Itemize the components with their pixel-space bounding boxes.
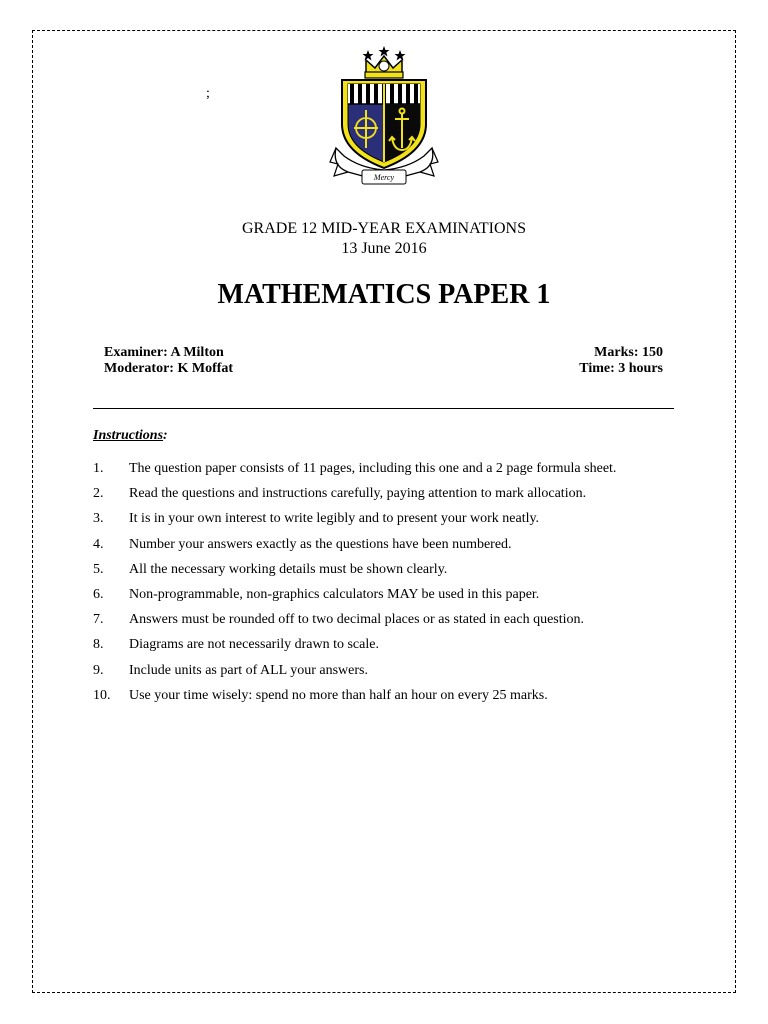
instruction-number: 8. [93, 637, 104, 653]
paper-title: MATHEMATICS PAPER 1 [217, 279, 551, 310]
instruction-number: 3. [93, 511, 104, 527]
exam-heading: GRADE 12 MID-YEAR EXAMINATIONS [242, 220, 526, 237]
time-label: Time: 3 hours [579, 361, 663, 376]
marks-label: Marks: 150 [594, 345, 663, 360]
stray-semicolon: ; [206, 86, 210, 101]
instruction-item [93, 586, 693, 611]
exam-date: 13 June 2016 [341, 240, 427, 257]
instruction-text: All the necessary working details must be shown clearly. [129, 561, 448, 577]
instruction-text: Number your answers exactly as the questions have been numbered. [129, 536, 512, 552]
instruction-text: The question paper consists of 11 pages, including this one and a 2 page formula sheet. [129, 461, 617, 476]
instruction-text: Read the questions and instructions carefully, paying attention to mark allocation. [129, 486, 587, 502]
instruction-number: 4. [93, 536, 104, 552]
instructions-heading [93, 427, 168, 445]
instruction-item [93, 611, 693, 636]
instructions-heading-text: Instructions [93, 428, 164, 443]
instruction-text: Include units as part of ALL your answers. [129, 662, 368, 678]
instruction-item [93, 460, 693, 485]
instruction-text: Non-programmable, non-graphics calculators MAY be used in this paper. [129, 586, 540, 602]
instruction-text: It is in your own interest to write legibly and to present your work neatly. [129, 511, 540, 527]
instruction-item [93, 536, 693, 561]
examiner-label: Examiner: A Milton [104, 345, 224, 360]
instruction-number: 9. [93, 662, 104, 678]
svg-text:Mercy: Mercy [373, 173, 395, 182]
instruction-number: 5. [93, 561, 104, 577]
school-crest-logo [328, 44, 440, 190]
instruction-number: 1. [93, 461, 104, 476]
instruction-number: 10. [93, 687, 111, 703]
moderator-label: Moderator: K Moffat [104, 361, 234, 376]
instruction-item [93, 510, 693, 535]
horizontal-rule [93, 408, 674, 409]
instruction-text: Use your time wisely: spend no more than half an hour on every 25 marks. [129, 687, 548, 703]
instruction-item [93, 662, 693, 687]
instructions-list [93, 460, 693, 712]
instruction-item [93, 687, 693, 712]
instruction-number: 2. [93, 486, 104, 502]
instruction-item [93, 485, 693, 510]
instructions-heading-colon: : [163, 428, 168, 443]
instruction-number: 7. [93, 612, 104, 628]
instruction-item [93, 561, 693, 586]
instruction-text: Diagrams are not necessarily drawn to scale. [129, 637, 379, 653]
instruction-item [93, 636, 693, 661]
instruction-number: 6. [93, 586, 104, 602]
instruction-text: Answers must be rounded off to two decimal places or as stated in each question. [129, 612, 585, 628]
